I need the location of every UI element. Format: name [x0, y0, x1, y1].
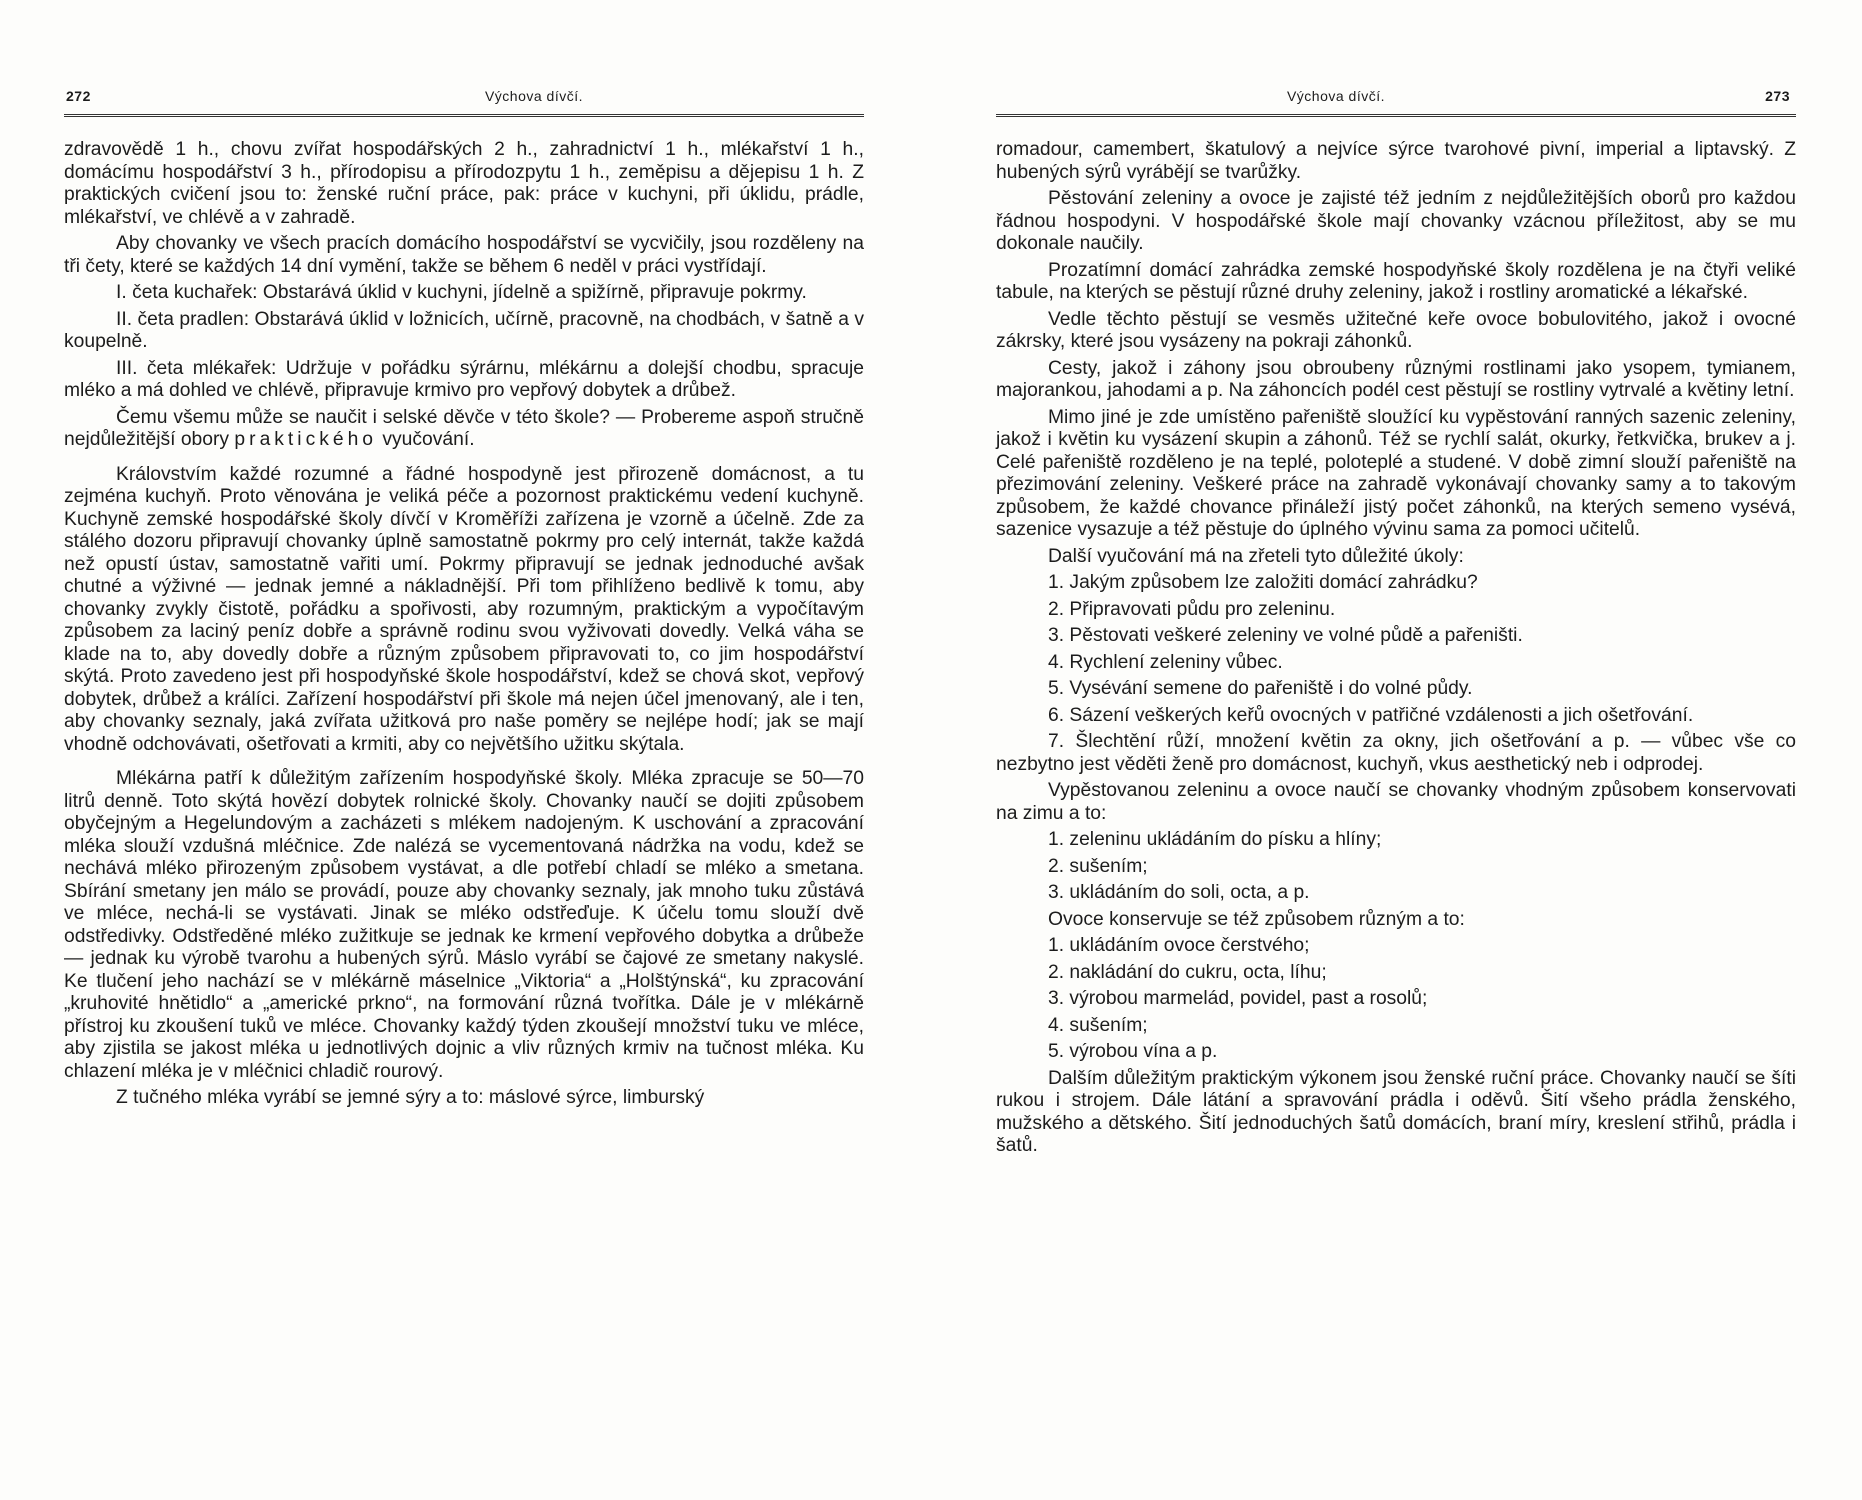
list-item: 2. nakládání do cukru, octa, líhu; — [1048, 961, 1327, 983]
paragraph: romadour, camembert, škatulový a nejvíce sýrce tvarohové pivní, imperial a liptavský. Z hubených sýrů vyrábějí se tvarůžky. — [996, 139, 1796, 183]
paragraph: Z tučného mléka vyrábí se jemné sýry a to: máslové sýrce, limburský — [116, 1087, 705, 1108]
paragraph: zdravovědě 1 h., chovu zvířat hospodářských 2 h., zahradnictví 1 h., mlékařství 1 h., domácímu hospodářství 3 h., přírodopisu a přírodozpytu 1 h., zeměpisu a dějepisu 1 h. Z praktických cvičení jsou to: ženské ruční práce, pak: práce v kuchyni, při úklidu, prádle, mlékařství, ve chlévě a v zahradě. — [64, 139, 864, 228]
paragraph: Další vyučování má na zřeteli tyto důležité úkoly: — [1048, 545, 1464, 567]
paragraph: I. četa kuchařek: Obstarává úklid v kuchyni, jídelně a spižírně, připravuje pokrmy. — [116, 282, 807, 303]
running-title: Výchova dívčí. — [484, 88, 584, 104]
list-item: 6. Sázení veškerých keřů ovocných v patřičné vzdálenosti a jich ošetřování. — [1048, 704, 1694, 726]
paragraph: Cesty, jakož i záhony jsou obroubeny různými rostlinami jako ysopem, tymianem, majorankou, jahodami a p. Na záhoncích podél cest pěstují se rostliny vytrvalé a květiny letní. — [996, 357, 1796, 401]
running-head — [64, 88, 864, 110]
paragraph: Mimo jiné je zde umístěno pařeniště sloužící ku vypěstování ranných sazenic zeleniny, jakož i květin ku vysázení skupin a záhonů. Též se rychlí salát, okurky, řetkvička, brukev a j. Celé pařeniště rozděleno je na teplé, poloteplé a studené. V době zimní slouží pařeniště na přezimování zeleniny. Veškeré práce na zahradě vykonávají chovanky samy a to takovým způsobem, že každé chovance přináleží jistý počet záhonků, na kterých semeno vysévá, sazenice vysazuje a též pěstuje do úplného vývinu sama za pomoci učitelů. — [996, 406, 1796, 540]
paragraph: Ovoce konservuje se též způsobem různým a to: — [1048, 908, 1465, 930]
paragraph: Aby chovanky ve všech pracích domácího hospodářství se vycvičily, jsou rozděleny na tři čety, které se každých 14 dní vymění, takže se během 6 neděl v práci vystřídají. — [64, 233, 864, 277]
list-item: 5. výrobou vína a p. — [1048, 1041, 1218, 1062]
page-body — [64, 139, 864, 1114]
left-page — [64, 0, 864, 1500]
page-number: 272 — [66, 88, 91, 104]
list-item: 1. ukládáním ovoce čerstvého; — [1048, 935, 1310, 956]
paragraph-text: vyučování. — [382, 429, 475, 450]
paragraph-text: Čemu všemu může se naučit i selské děvče v této škole? — Probereme aspoň stručně nejdůležitější obory — [64, 406, 864, 450]
list-item: 4. Rychlení zeleniny vůbec. — [1048, 651, 1283, 673]
paragraph: Vedle těchto pěstují se vesměs užitečné keře ovoce bobulovitého, jakož i ovocné zákrsky, které jsou vysázeny na pokraji záhonků. — [996, 308, 1796, 352]
paragraph: Prozatímní domácí zahrádka zemské hospodyňské školy rozdělena je na čtyři veliké tabule, na kterých se pěstují různé druhy zeleniny, jakož i rostliny aromatické a lékařské. — [996, 259, 1796, 303]
header-rule — [996, 114, 1796, 117]
paragraph: III. četa mlékařek: Udržuje v pořádku sýrárnu, mlékárnu a dolejší chodbu, spracuje mléko a má dohled ve chlévě, připravuje krmivo pro vepřový dobytek a drůbež. — [64, 357, 864, 401]
list-item: 3. ukládáním do soli, octa, a p. — [1048, 882, 1310, 903]
paragraph: Dalším důležitým praktickým výkonem jsou ženské ruční práce. Chovanky naučí se šíti rukou i strojem. Dále látání a spravování prádla i oděvů. Šití všeho prádla ženského, mužského a dětského. Šití jednoduchých šatů domácích, braní míry, kreslení střihů, prádla i šatů. — [996, 1067, 1796, 1156]
list-item: 3. Pěstovati veškeré zeleniny ve volné půdě a pařeništi. — [1048, 625, 1523, 646]
paragraph: Pěstování zeleniny a ovoce je zajisté též jedním z nejdůležitějších oborů pro každou řádnou hospodyni. V hospodářské škole mají chovanky vzácnou příležitost, aby se mu dokonale naučily. — [996, 188, 1796, 254]
paragraph — [64, 407, 864, 452]
list-item: 2. sušením; — [1048, 855, 1148, 877]
running-title: Výchova dívčí. — [1286, 88, 1386, 104]
list-item: 7. Šlechtění růží, množení květin za okny, jich ošetřování a p. — vůbec vše co nezbytno jest věděti ženě pro domácnost, kuchyň, vkus aesthetický neb i odprodej. — [996, 731, 1796, 775]
spaced-emphasis: praktického — [234, 429, 378, 450]
list-item: 3. výrobou marmelád, povidel, past a rosolů; — [1048, 988, 1428, 1009]
paragraph: Vypěstovanou zeleninu a ovoce naučí se chovanky vhodným způsobem konservovati na zimu a to: — [996, 780, 1796, 824]
right-page — [996, 0, 1796, 1500]
paragraph: Královstvím každé rozumné a řádné hospodyně jest přirozeně domácnost, a tu zejména kuchyň. Proto věnována je veliká péče a pozornost praktickému vedení kuchyně. Kuchyně zemské hospodářské školy dívčí v Kroměříži zařízena je vzorně a účelně. Zde za stálého dozoru připravují chovanky úplně samostatně pokrmy pro celý internát, takže každá než opustí ústav, samostatně vařiti umí. Pokrmy připravují se jednak jednoduché avšak chutné a výživné — jednak jemné a nákladnější. Při tom přihlíženo bedlivě k tomu, aby chovanky zvykly čistotě, pořádku a spořivosti, aby rozumným, praktickým a vypočítavým způsobem za laciný peníz dobře a správně rodinu svou vyživovati dovedly. Velká váha se klade na to, aby dovedly dobře a různým způsobem připravovati to, co jim hospodářství skýtá. Proto zavedeno jest při hospodyňské škole hospodářství, kdež se chová skot, vepřový dobytek, drůbež a králíci. Zařízení hospodářství při škole má nejen účel jmenovaný, ale i ten, aby chovanky seznaly, jaká zvířata užitková pro naše poměry se nejlépe hodí; jak se mají vhodně odchovávati, ošetřovati a krmiti, aby co největšího užitku skýtala. — [64, 463, 864, 755]
list-item: 1. zeleninu ukládáním do písku a hlíny; — [1048, 829, 1382, 850]
page-body — [996, 139, 1796, 1162]
page-number: 273 — [1765, 88, 1790, 104]
list-item: 4. sušením; — [1048, 1014, 1148, 1036]
header-rule — [64, 114, 864, 117]
paragraph: II. četa pradlen: Obstarává úklid v ložnicích, učírně, pracovně, na chodbách, v šatně a v koupelně. — [64, 308, 864, 352]
list-item: 2. Připravovati půdu pro zeleninu. — [1048, 598, 1336, 620]
running-head — [996, 88, 1796, 110]
list-item: 1. Jakým způsobem lze založiti domácí zahrádku? — [1048, 572, 1478, 593]
paragraph: Mlékárna patří k důležitým zařízením hospodyňské školy. Mléka zpracuje se 50—70 litrů denně. Toto skýtá hovězí dobytek rolnické školy. Chovanky naučí se dojiti způsobem obyčejným a Hegelundovým a zacházeti s mlékem nadojeným. K uschování a zpracování mléka slouží vzdušná mléčnice. Zde nalézá se vycementovaná nádržka na vodu, kdež se nechává mléko přirozeným způsobem vystávat, a dle potřebí chladí se mléko a smetana. Sbírání smetany jen málo se provádí, pouze aby chovanky seznaly, jak mnoho tuku zůstává ve mléce, nechá-li se vystávati. Jinak se mléko odstřeďuje. K účelu tomu slouží dvě odstředivky. Odstředěné mléko zužitkuje se jednak ke krmení vepřového dobytka a drůbeže — jednak ku výrobě tvarohu a hubených sýrů. Máslo vyrábí se čajové ze smetany nakyslé. Ke tlučení jeho nachází se v mlékárně máselnice „Viktoria“ a „Holštýnská“, ku zpracování „kruhovité hnětidlo“ a „americké prkno“, na formování různá tvořítka. Dále je v mlékárně přístroj ku zkoušení tuků ve mléce. Chovanky každý týden zkoušejí množství tuku ve mléce, aby zjistila se jakost mléka u jednotlivých dojnic a vliv různých krmiv na tučnost mléka. Ku chlazení mléka je v mléčnici chladič rourový. — [64, 768, 864, 1082]
list-item: 5. Vysévání semene do pařeniště i do volné půdy. — [1048, 678, 1473, 699]
